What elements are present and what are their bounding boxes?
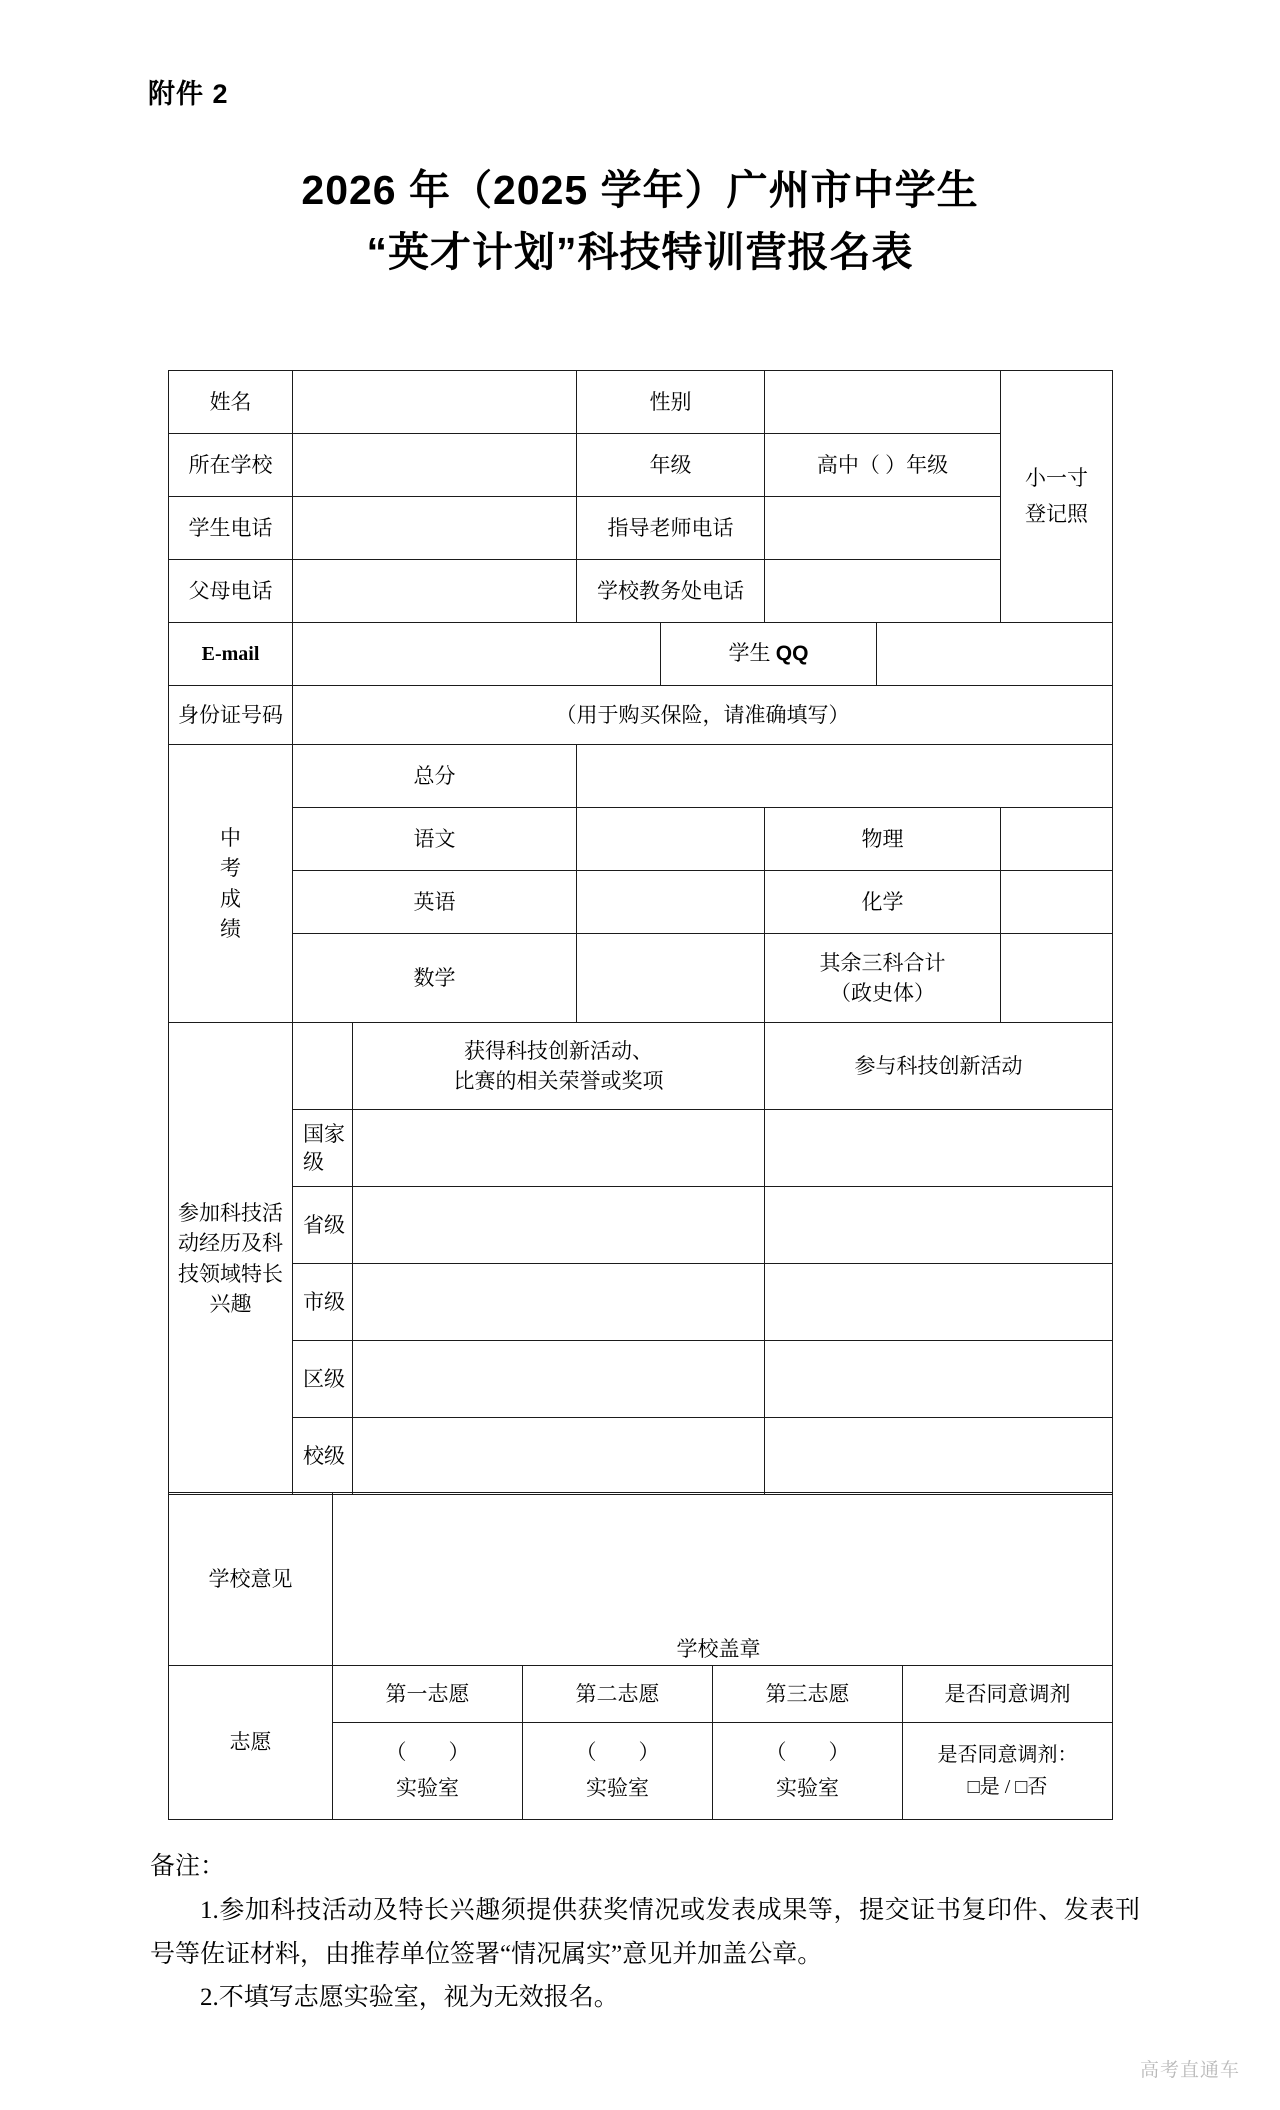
choice-third-input-cell[interactable] [713, 1723, 903, 1820]
subject-physics-value-cell[interactable] [1001, 808, 1113, 871]
choice-second-lab: 实验室 [586, 1776, 649, 1800]
volunteer-label: 志愿 [169, 1666, 333, 1820]
table-row [169, 1023, 1113, 1110]
activities-provincial-participation-cell[interactable] [765, 1187, 1113, 1264]
id-number-hint[interactable]: （用于购买保险，请准确填写） [293, 686, 1113, 745]
activities-honors-line-2: 比赛的相关荣誉或奖项 [453, 1069, 664, 1093]
notes-section [150, 1845, 1140, 2020]
qq-label-cn: 学生 [728, 641, 776, 666]
table-row [169, 1110, 1113, 1187]
activities-municipal-honors-cell[interactable] [353, 1264, 765, 1341]
exam-score-label-char: 中 [220, 825, 241, 850]
title-line-2: “英才计划”科技特训营报名表 [366, 228, 914, 275]
activities-school-participation-cell[interactable] [765, 1418, 1113, 1495]
qq-label [661, 623, 877, 686]
activities-side-label-line: 技领域特长 [178, 1261, 283, 1286]
subject-total-value-cell[interactable] [577, 745, 1113, 808]
subject-others-line-1: 其余三科合计 [819, 950, 946, 975]
choice-header-second: 第二志愿 [523, 1666, 713, 1723]
table-row [169, 1418, 1113, 1495]
activities-provincial-honors-cell[interactable] [353, 1187, 765, 1264]
subject-chinese-label: 语文 [293, 808, 577, 871]
activities-level-school: 校级 [293, 1418, 353, 1495]
adjust-options-cell[interactable] [903, 1723, 1113, 1820]
email-label: E-mail [169, 623, 293, 686]
exam-score-label-char: 成 [220, 886, 241, 911]
choice-second-paren: （ ） [575, 1740, 660, 1765]
table-row [169, 1666, 1113, 1723]
activities-side-label-line: 动经历及科 [178, 1231, 283, 1256]
table-row [169, 1264, 1113, 1341]
notes-heading: 备注： [150, 1853, 226, 1880]
choice-second-input-cell[interactable] [523, 1723, 713, 1820]
name-value-cell[interactable] [293, 371, 577, 434]
table-row [169, 745, 1113, 808]
student-phone-value-cell[interactable] [293, 497, 577, 560]
table-row [169, 934, 1113, 1023]
table-row [169, 371, 1113, 434]
student-phone-label: 学生电话 [169, 497, 293, 560]
grade-label: 年级 [577, 434, 765, 497]
table-row [169, 808, 1113, 871]
title-line-1: 2026 年（2025 学年）广州市中学生 [301, 167, 979, 213]
id-number-label: 身份证号码 [169, 686, 293, 745]
subject-chinese-value-cell[interactable] [577, 808, 765, 871]
choice-third-lab: 实验室 [776, 1776, 839, 1800]
parent-phone-label: 父母电话 [169, 560, 293, 623]
activities-participation-header: 参与科技创新活动 [765, 1023, 1113, 1110]
activities-municipal-participation-cell[interactable] [765, 1264, 1113, 1341]
photo-placeholder-cell [1001, 371, 1113, 623]
subject-physics-label: 物理 [765, 808, 1001, 871]
subject-chemistry-label: 化学 [765, 871, 1001, 934]
activities-level-provincial: 省级 [293, 1187, 353, 1264]
exam-score-label [169, 745, 293, 1023]
activities-side-label-line: 兴趣 [209, 1291, 252, 1316]
table-row [169, 497, 1113, 560]
photo-line-2: 登记照 [1025, 501, 1088, 526]
school-seal-text: 学校盖章 [676, 1636, 761, 1661]
applicant-info-table [168, 370, 1113, 1495]
table-row [169, 623, 1113, 686]
subject-total-label: 总分 [293, 745, 577, 808]
watermark: 高考直通车 [1139, 2060, 1240, 2081]
table-row [169, 1187, 1113, 1264]
qq-value-cell[interactable] [877, 623, 1113, 686]
choice-header-third: 第三志愿 [713, 1666, 903, 1723]
choice-third-paren: （ ） [765, 1740, 850, 1765]
name-label: 姓名 [169, 371, 293, 434]
activities-level-national: 国家级 [293, 1110, 353, 1187]
grade-value[interactable]: 高中（ ）年级 [765, 434, 1001, 497]
choice-header-first: 第一志愿 [333, 1666, 523, 1723]
subject-others-label [765, 934, 1001, 1023]
adjust-question: 是否同意调剂： [937, 1744, 1078, 1766]
notes-item-2: 2.不填写志愿实验室，视为无效报名。 [200, 1984, 619, 2012]
school-value-cell[interactable] [293, 434, 577, 497]
activities-side-label [169, 1023, 293, 1495]
subject-english-label: 英语 [293, 871, 577, 934]
qq-label-latin: QQ [775, 642, 809, 666]
subject-others-value-cell[interactable] [1001, 934, 1113, 1023]
subject-chemistry-value-cell[interactable] [1001, 871, 1113, 934]
activities-side-label-line: 参加科技活 [178, 1200, 283, 1225]
email-value-cell[interactable] [293, 623, 661, 686]
school-office-phone-value-cell[interactable] [765, 560, 1001, 623]
exam-score-label-char: 绩 [220, 916, 241, 941]
subject-math-label: 数学 [293, 934, 577, 1023]
table-row [169, 871, 1113, 934]
adjust-checkbox-options[interactable]: □是 / □否 [967, 1776, 1048, 1798]
parent-phone-value-cell[interactable] [293, 560, 577, 623]
activities-district-participation-cell[interactable] [765, 1341, 1113, 1418]
table-row [169, 1341, 1113, 1418]
photo-line-1: 小一寸 [1025, 465, 1088, 490]
school-label: 所在学校 [169, 434, 293, 497]
attachment-label: 附件 2 [148, 79, 229, 109]
gender-value-cell[interactable] [765, 371, 1001, 434]
activities-national-participation-cell[interactable] [765, 1110, 1113, 1187]
school-office-phone-label: 学校教务处电话 [577, 560, 765, 623]
table-row [169, 560, 1113, 623]
choice-first-paren: （ ） [385, 1740, 470, 1765]
school-opinion-label: 学校意见 [169, 1493, 333, 1666]
teacher-phone-value-cell[interactable] [765, 497, 1001, 560]
activities-district-honors-cell[interactable] [353, 1341, 765, 1418]
table-row [169, 1493, 1113, 1666]
teacher-phone-label: 指导老师电话 [577, 497, 765, 560]
activities-honors-line-1: 获得科技创新活动、 [464, 1038, 653, 1063]
subject-math-value-cell[interactable] [577, 934, 765, 1023]
activities-level-municipal: 市级 [293, 1264, 353, 1341]
table-row [169, 686, 1113, 745]
school-opinion-value-cell[interactable] [333, 1493, 1113, 1666]
notes-item-1: 1.参加科技活动及特长兴趣须提供获奖情况或发表成果等，提交证书复印件、发表刊号等佐证材料，由推荐单位签署“情况属实”意见并加盖公章。 [150, 1896, 1140, 1968]
adjust-header: 是否同意调剂 [903, 1666, 1113, 1723]
opinion-and-preference-table [168, 1492, 1113, 1820]
choice-first-input-cell[interactable] [333, 1723, 523, 1820]
table-row [169, 434, 1113, 497]
activities-school-honors-cell[interactable] [353, 1418, 765, 1495]
page-title [0, 160, 1280, 283]
activities-level-header-blank [293, 1023, 353, 1110]
exam-score-label-char: 考 [220, 856, 241, 881]
activities-level-district: 区级 [293, 1341, 353, 1418]
gender-label: 性别 [577, 371, 765, 434]
activities-national-honors-cell[interactable] [353, 1110, 765, 1187]
choice-first-lab: 实验室 [396, 1776, 459, 1800]
activities-honors-header [353, 1023, 765, 1110]
subject-english-value-cell[interactable] [577, 871, 765, 934]
subject-others-line-2: （政史体） [830, 981, 935, 1005]
